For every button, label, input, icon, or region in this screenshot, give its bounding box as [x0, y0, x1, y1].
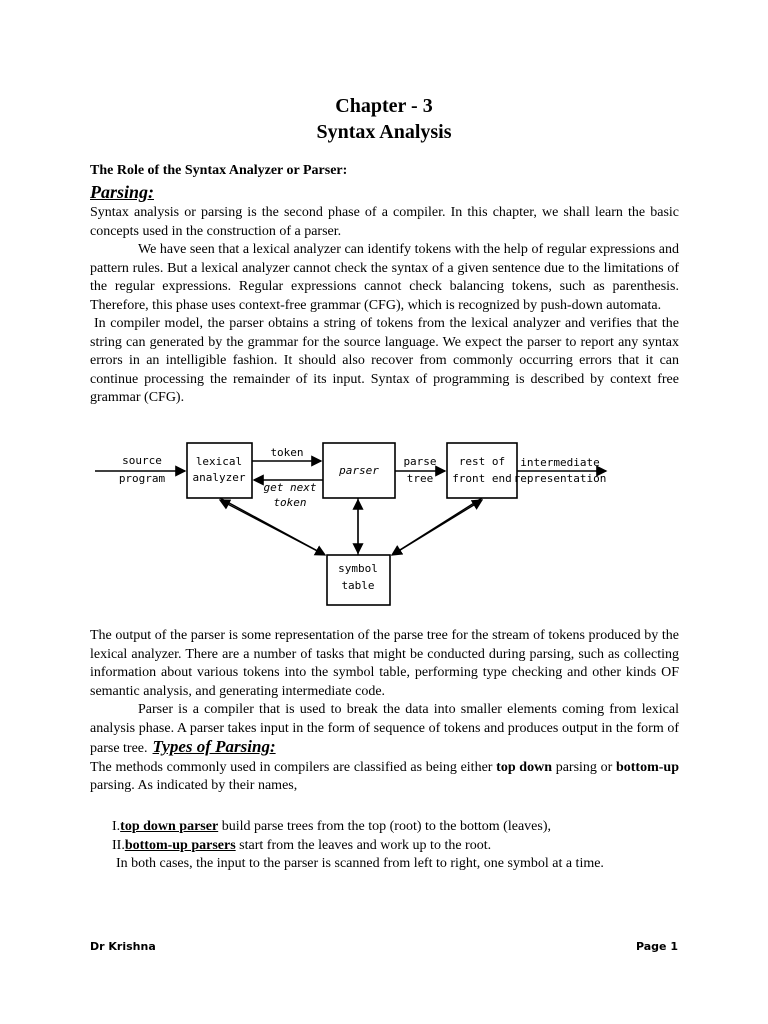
- chapter-number: Chapter - 3: [335, 95, 433, 117]
- get-next-label: get next: [263, 481, 317, 494]
- paragraph-5-text: Parser is a compiler that is used to break the data into smaller elements coming from lexical analysis phase. A parser takes input in the form of sequence of tokens and produces output in the form of parse tree.: [90, 702, 679, 756]
- front-end-label: front end: [452, 472, 512, 485]
- list-item-top-down: [112, 818, 679, 837]
- token-label: token: [270, 446, 304, 459]
- symbol-frontend-arrow: [392, 500, 482, 555]
- p6-part-c: parsing or: [552, 759, 616, 775]
- parsing-types-list: [112, 818, 679, 874]
- program-label: program: [118, 472, 166, 485]
- rest-of-label: rest of: [458, 455, 506, 468]
- compiler-model-diagram: [90, 438, 610, 608]
- rest-front-end-box: [447, 443, 517, 498]
- bottom-up-desc: start from the leaves and work up to the root.: [235, 837, 492, 853]
- scan-note: In both cases, the input to the parser is scanned from left to right, one symbol at a time.: [116, 856, 604, 871]
- paragraph-2: We have seen that a lexical analyzer can identify tokens with the help of regular expressions and pattern rules. But a lexical analyzer cannot check the syntax of a given sentence due to the limitations of the regular expressions. Regular expressions cannot check balancing tokens, such as parenthesis. Therefore, this phase uses context-free grammar (CFG), which is recognized by push-down automata.: [90, 242, 679, 313]
- parse-label: parse: [403, 455, 437, 468]
- footer-author: Dr Krishna: [90, 940, 156, 953]
- chapter-title: Syntax Analysis: [316, 121, 452, 143]
- paragraph-4: The output of the parser is some representation of the parse tree for the stream of tokens produced by the lexical analyzer. There are a number of tasks that might be conducted during parsing, such as collecting information about various tokens into the symbol table, performing type checking and other kinds OF semantic analysis, and generating intermediate code.: [90, 628, 679, 699]
- paragraph-1: Syntax analysis or parsing is the second phase of a compiler. In this chapter, we shall learn the basic concepts used in the construction of a parser.: [90, 205, 679, 239]
- representation-label: representation: [513, 472, 607, 485]
- types-of-parsing-heading: Types of Parsing:: [152, 737, 276, 756]
- p6-top-down: top down: [496, 759, 552, 775]
- top-down-desc: build parse trees from the top (root) to the bottom (leaves),: [218, 819, 551, 834]
- lexical-label: lexical: [195, 455, 243, 468]
- after-diagram-text: [90, 627, 679, 796]
- footer-page-number: Page 1: [635, 940, 678, 953]
- list-num-1: I.: [112, 819, 121, 834]
- parsing-heading: Parsing:: [90, 182, 155, 202]
- list-item-bottom-up: [112, 837, 679, 856]
- source-label: source: [122, 454, 162, 467]
- intermediate-label: intermediate: [520, 456, 600, 469]
- analyzer-label: analyzer: [192, 471, 246, 484]
- parser-label: parser: [339, 464, 379, 477]
- paragraph-3: In compiler model, the parser obtains a string of tokens from the lexical analyzer and verifies that the string can generated by the grammar for the source language. We expect the parser to report any syntax errors in an intelligible fashion. It should also recover from commonly occurring errors that it can continue processing the remainder of its input. Syntax of programming is described by context free grammar (CFG).: [90, 316, 679, 405]
- top-down-term: top down parser: [120, 819, 219, 834]
- list-num-2: II.: [112, 837, 125, 853]
- paragraph-5: [90, 701, 679, 759]
- p6-bottom-up: bottom-up: [615, 759, 679, 775]
- p6-part-e: parsing. As indicated by their names,: [90, 778, 298, 793]
- intro-text: [90, 204, 679, 408]
- tree-label: tree: [406, 472, 434, 485]
- paragraph-6: [90, 759, 679, 796]
- bottom-up-term: bottom-up parsers: [124, 837, 236, 853]
- section-subheading: The Role of the Syntax Analyzer or Parser:: [90, 163, 348, 178]
- table-label: table: [341, 579, 375, 592]
- get-next-token-label: token: [273, 496, 307, 509]
- p6-part-a: The methods commonly used in compilers are classified as being either: [90, 759, 497, 775]
- symbol-label: symbol: [338, 562, 378, 575]
